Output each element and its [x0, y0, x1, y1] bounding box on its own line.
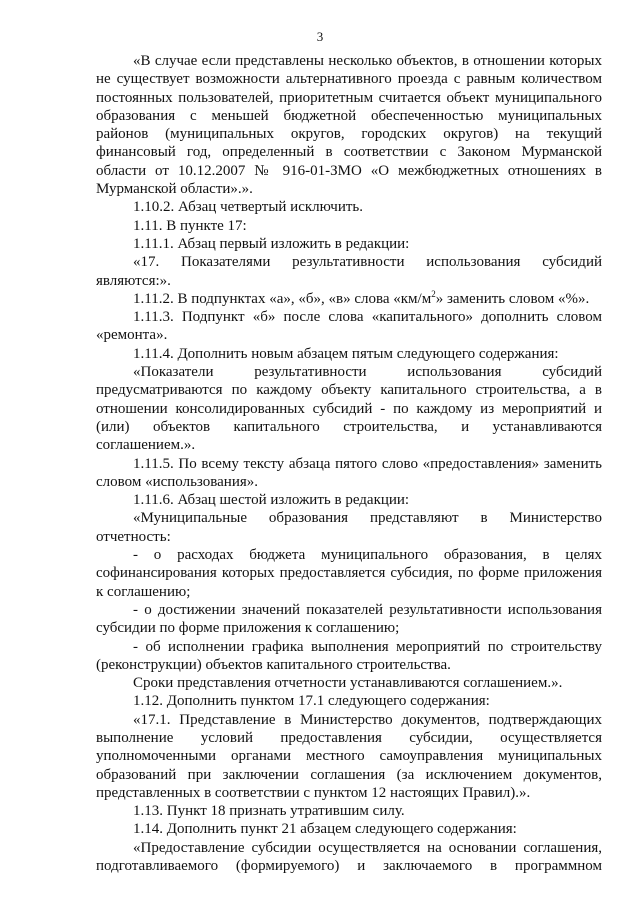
paragraph-1-11-2	[96, 290, 602, 308]
paragraph-1-11: 1.11. В пункте 17:	[133, 217, 247, 234]
paragraph-indicators: «Показатели результативности использования субсидий предусматриваются по каждому объекту капитального строительства, а в отношении консолидированных субсидий - по каждому из мероприятий и (или) объектов капитального строительства, и устанавливаются соглашением.».	[96, 364, 602, 454]
paragraph-1-11-5: 1.11.5. По всему тексту абзаца пятого слово «предоставления» заменить словом «использования».	[96, 455, 602, 490]
paragraph-1-14: 1.14. Дополнить пункт 21 абзацем следующего содержания:	[133, 821, 517, 838]
paragraph-1-11-4: 1.11.4. Дополнить новым абзацем пятым следующего содержания:	[133, 345, 559, 362]
paragraph-quote-17: «17. Показателями результативности использования субсидий являются:».	[96, 254, 602, 289]
paragraph-reporting-intro: «Муниципальные образования представляют в Министерство отчетность:	[96, 510, 602, 545]
paragraph-1-10-2: 1.10.2. Абзац четвертый исключить.	[133, 199, 363, 216]
superscript-two: 2	[431, 288, 436, 299]
list-item-expenses: - о расходах бюджета муниципального образования, в целях софинансирования которых предоставляется субсидия, по форме приложения к соглашению;	[96, 547, 602, 600]
paragraph-1-12: 1.12. Дополнить пунктом 17.1 следующего содержания:	[133, 693, 490, 710]
paragraph-1-11-2-text-end: » заменить словом «%».	[435, 290, 590, 307]
page-number: 3	[316, 29, 324, 44]
paragraph-1-11-1: 1.11.1. Абзац первый изложить в редакции:	[133, 235, 410, 252]
paragraph-1-13: 1.13. Пункт 18 признать утратившим силу.	[133, 803, 405, 820]
paragraph-reporting-deadlines: Сроки представления отчетности устанавливаются соглашением.».	[133, 675, 563, 692]
paragraph-priority-object: «В случае если представлены несколько объектов, в отношении которых не существует возможности альтернативного проезда с равным количеством постоянных пользователей, приоритетным считается объект муниципального образования с меньшей бюджетной обеспеченностью муниципальных районов (муниципальных округов, городских округов) на текущий финансовый год, определенный в соответствии с Законом Мурманской области от 10.12.2007 № 916-01-ЗМО «О межбюджетных отношениях в Мурманской области».».	[96, 53, 602, 198]
list-item-indicators: - о достижении значений показателей результативности использования субсидии по форме приложения к соглашению;	[96, 601, 602, 637]
paragraph-quote-17-1: «17.1. Представление в Министерство документов, подтверждающих выполнение условий предоставления субсидии, осуществляется уполномоченными органами местного самоуправления муниципальных образований при заключении соглашения (за исключением документов, представленных в соответствии с пунктом 12 настоящих Правил).».	[96, 711, 602, 801]
paragraph-subsidy-agreement: «Предоставление субсидии осуществляется на основании соглашения, подготавливаемого (формируемого) и заключаемого в программном	[96, 839, 602, 875]
paragraph-1-11-2-text: 1.11.2. В подпунктах «а», «б», «в» слова «км/м	[133, 290, 432, 307]
paragraph-1-11-3: 1.11.3. Подпункт «б» после слова «капитального» дополнить словом «ремонта».	[96, 309, 602, 344]
list-item-schedule: - об исполнении графика выполнения мероприятий по строительству (реконструкции) объектов капитального строительства.	[96, 638, 602, 673]
paragraph-1-11-6: 1.11.6. Абзац шестой изложить в редакции:	[133, 492, 410, 509]
document-body	[96, 52, 602, 875]
